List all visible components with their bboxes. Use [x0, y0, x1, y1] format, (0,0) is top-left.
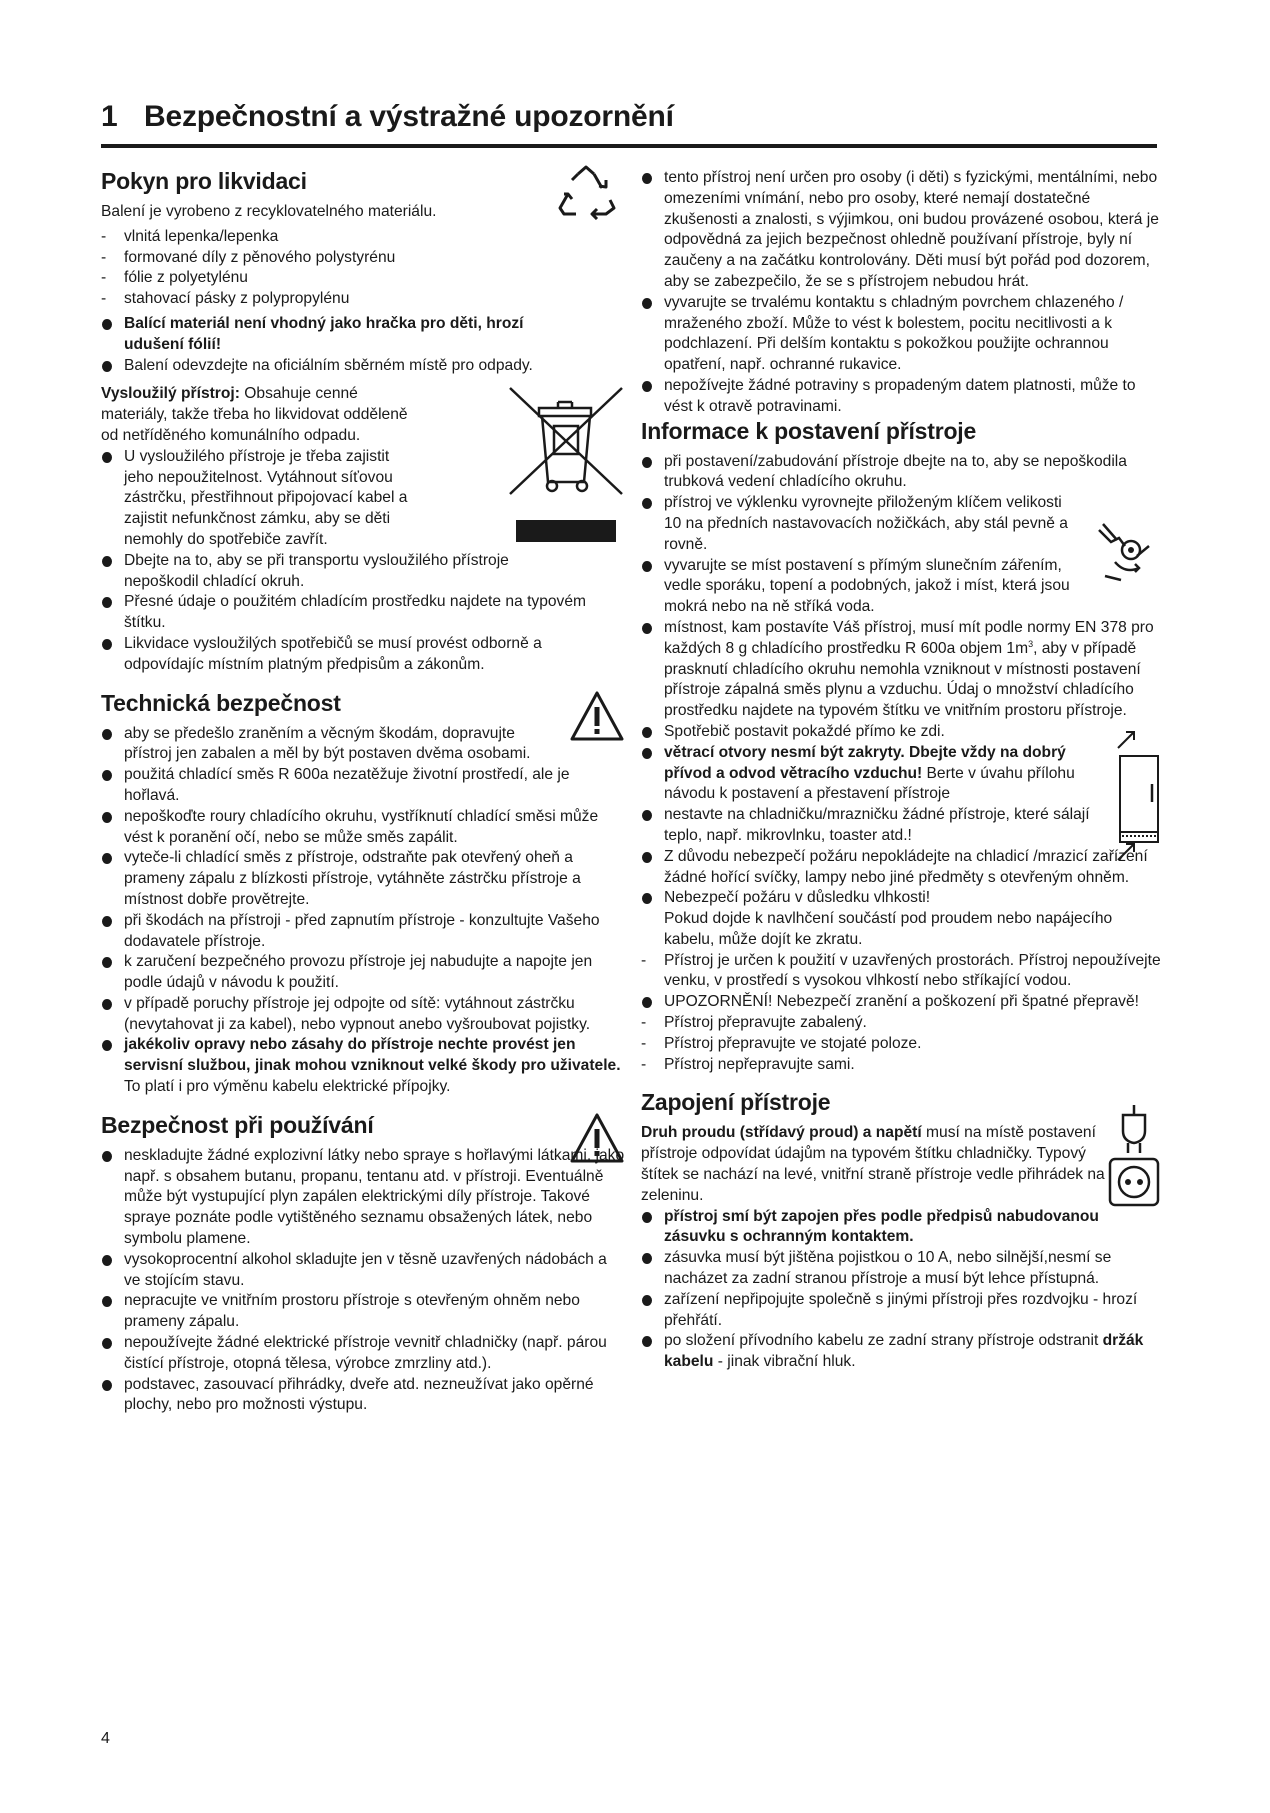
list-item: U vysloužilého přístroje je třeba zajistit jeho nepoužitelnost. Vytáhnout síťovou zástrčku, přestřihnout připojovací kabel a zajistit nefunkčnost zámku, aby se děti nemohly do spotřebiče zavřít. — [101, 447, 625, 551]
list-item: při postavení/zabudování přístroje dbejte na to, aby se nepoškodila trubková vedení chladícího okruhu. — [641, 452, 1165, 494]
list-item: vyvarujte se trvalému kontaktu s chladným povrchem chlazeného / mraženého zboží. Může to vést k bolestem, pocitu necitlivosti a k podchlazení. Při delším kontaktu s pokožkou použijte ochrannou opatření, např. ochranné rukavice. — [641, 293, 1165, 376]
right-column — [641, 168, 1165, 1373]
list-item: tento přístroj není určen pro osoby (i děti) s fyzickými, mentálními, nebo omezeními vnímání, nebo pro osoby, které nemají dostatečné zkušenosti a znalosti, s výjimkou, oni budou provázené osobou, která je odpovědná za jejich bezpečnost ohledně používaní přístroje, byly ní zaučeny a na začátku kontrolovány. Děti musí být pořád pod dozorem, aby se zabezpečilo, že se s přístrojem nebudou hrát. — [641, 168, 1165, 293]
list-item: při škodách na přístroji - před zapnutím přístroje - konzultujte Vašeho dodavatele přístroje. — [101, 911, 625, 953]
usage-heading: Bezpečnost při používání — [101, 1111, 374, 1138]
humidity-note: Pokud dojde k navlhčení součástí pod proudem nebo napájecího kabelu, může dojít ke zkratu. — [664, 910, 1113, 948]
list-item: zařízení nepřipojujte společně s jinými přístroji přes rozdvojku - hrozí přehřátí. — [641, 1290, 1165, 1332]
chapter-title: Bezpečnostní a výstražné upozornění — [144, 100, 674, 133]
technical-heading: Technická bezpečnost — [101, 689, 341, 716]
list-item: jakékoliv opravy nebo zásahy do přístroje nechte provést jen servisní službou, jinak mohou vzniknout velké škody pro uživatele. To platí i pro výměnu kabelu elektrické přípojky. — [101, 1035, 625, 1097]
indoor-list — [641, 951, 1165, 993]
placement-list — [641, 452, 1165, 910]
list-item: po složení přívodního kabelu ze zadní strany přístroje odstranit držák kabelu - jinak vibrační hluk. — [641, 1331, 1165, 1373]
old-appliance-text: Vysloužilý přístroj: Obsahuje cenné materiály, takže třeba ho likvidovat odděleně od netříděného komunálního odpadu. — [101, 385, 408, 444]
usage-list-left — [101, 1146, 625, 1416]
page-number: 4 — [101, 1730, 110, 1747]
list-item: - stahovací pásky z polypropylénu — [101, 289, 625, 310]
list-item: - formované díly z pěnového polystyrénu — [101, 248, 625, 269]
materials-list — [101, 227, 625, 310]
plug-socket-icon — [1107, 1103, 1161, 1207]
list-item: vyvarujte se míst postavení s přímým slunečním zářením, vedle sporáku, topení a podobných, jakož i míst, která jsou mokrá nebo na ně stříká voda. — [641, 556, 1165, 618]
list-item: UPOZORNĚNÍ! Nebezpečí zranění a poškození při špatné přepravě! — [641, 992, 1165, 1013]
list-item: Likvidace vysloužilých spotřebičů se musí provést odborně a odpovídajíc místním platným předpisům a zákonům. — [101, 634, 625, 676]
list-item: Z důvodu nebezpečí požáru nepokládejte na chladicí /mrazicí zařízení žádné hořící svíčky, lampy nebo jiné předměty s otevřeným ohněm. — [641, 847, 1165, 889]
fridge-ventilation-icon — [1108, 726, 1168, 866]
list-item: Nebezpečí požáru v důsledku vlhkosti! — [641, 888, 1165, 909]
list-item: Dbejte na to, aby se při transportu vysloužilého přístroje nepoškodil chladící okruh. — [101, 551, 625, 593]
list-item: použitá chladící směs R 600a nezatěžuje životní prostředí, ale je hořlavá. — [101, 765, 625, 807]
placement-section — [641, 418, 1165, 1076]
list-item: podstavec, zasouvací přihrádky, dveře atd. nezneužívat jako opěrné plochy, nebo pro možnosti výstupu. — [101, 1375, 625, 1417]
connection-section — [641, 1089, 1165, 1373]
recycle-icon — [556, 164, 618, 220]
list-item: větrací otvory nesmí být zakryty. Dbejte vždy na dobrý přívod a odvod větracího vzduchu! Berte v úvahu přílohu návodu k postavení a přestavení přístroje — [641, 743, 1165, 805]
list-item: nestavte na chladničku/mrazničku žádné přístroje, které sálají teplo, např. mikrovlnku, toaster atd.! — [641, 805, 1165, 847]
page-title — [101, 100, 1157, 148]
transport-list — [641, 1013, 1165, 1075]
list-item: - vlnitá lepenka/lepenka — [101, 227, 625, 248]
list-item: přístroj ve výklenku vyrovnejte přiloženým klíčem velikosti 10 na předních nastavovacích nožičkách, aby stál pevně a rovně. — [641, 493, 1165, 555]
list-item: - Přístroj přepravujte zabalený. — [641, 1013, 1165, 1034]
old-appliance-list — [101, 447, 625, 676]
list-item: neskladujte žádné explozivní látky nebo spraye s hořlavými látkami, jako např. s obsahem butanu, propanu, tentanu atd. v přístroji. Eventuálně může být vystupující plyn zapálen elektrickými díly přístroje. Takové spraye poznáte podle vytištěného seznamu obsažených látek, nebo symbolu plamene. — [101, 1146, 625, 1250]
list-item: - Přístroj nepřepravujte sami. — [641, 1055, 1165, 1076]
placement-heading: Informace k postavení přístroje — [641, 417, 977, 444]
packaging-notes — [101, 314, 625, 376]
list-item: v případě poruchy přístroje jej odpojte od sítě: vytáhnout zástrčku (nevytahovat ji za kabel), nebo vypnout anebo vyšroubovat pojistky. — [101, 994, 625, 1036]
technical-safety-section — [101, 690, 625, 1098]
wrench-foot-icon — [1095, 516, 1157, 586]
list-item: vysokoprocentní alkohol skladujte jen v těsně uzavřených nádobách a ve stojícím stavu. — [101, 1250, 625, 1292]
packaging-warning: Balící materiál není vhodný jako hračka pro děti, hrozí udušení fólií! — [101, 314, 625, 356]
list-item: nepracujte ve vnitřním prostoru přístroje s otevřeným ohněm nebo prameny zápalu. — [101, 1291, 625, 1333]
list-item: - Přístroj je určen k použití v uzavřených prostorách. Přístroj nepoužívejte venku, v prostředí s vysokou vlhkostí nebo stříkající vodou. — [641, 951, 1165, 993]
list-item: zásuvka musí být jištěna pojistkou o 10 A, nebo silnější,nesmí se nacházet za zadní stranou přístroje a musí být lehce přístupná. — [641, 1248, 1165, 1290]
connection-intro: Druh proudu (střídavý proud) a napětí musí na místě postavení přístroje odpovídat údajům na typovém štítku chladničky. Typový štítek se nachází na levé, vnitřní straně přístroje vedle přihrádek na zeleninu. — [641, 1124, 1105, 1204]
list-item: nepoškoďte roury chladícího okruhu, vystříknutí chladící směsi může vést k poranění očí, nebo se může směs zapálit. — [101, 807, 625, 849]
list-item: aby se předešlo zraněním a věcným škodám, dopravujte přístroj jen zabalen a měl by být postaven dvěma osobami. — [101, 724, 625, 766]
list-item: přístroj smí být zapojen přes podle předpisů nabudovanou zásuvku s ochranným kontaktem. — [641, 1207, 1165, 1249]
connection-list — [641, 1207, 1165, 1373]
list-item: místnost, kam postavíte Váš přístroj, musí mít podle normy EN 378 pro každých 8 g chladícího prostředku R 600a objem $1m^3$, aby v případě prasknutí chladícího okruhu nemohla vzniknout v místnosti postavení přístroje zápalná směs plynu a vzduchu. Údaj o množství chladícího prostředku najdete na typovém štítku ve vnitřním prostoru přístroje. — [641, 618, 1165, 722]
list-item: nepoužívejte žádné elektrické přístroje vevnitř chladničky (např. párou čistící přístroje, otopná tělesa, výrobce zmrzliny atd.). — [101, 1333, 625, 1375]
usage-list-right — [641, 168, 1165, 418]
list-item: k zaručení bezpečného provozu přístroje jej nabudujte a napojte jen podle údajů v návodu k použití. — [101, 952, 625, 994]
disposal-intro: Balení je vyrobeno z recyklovatelného materiálu. — [101, 203, 437, 220]
disposal-section — [101, 168, 625, 676]
technical-list — [101, 724, 625, 1098]
list-item: - Přístroj přepravujte ve stojaté poloze. — [641, 1034, 1165, 1055]
packaging-return: Balení odevzdejte na oficiálním sběrném místě pro odpady. — [101, 356, 625, 377]
list-item: nepožívejte žádné potraviny s propadeným datem platnosti, může to vést k otravě potravinami. — [641, 376, 1165, 418]
left-column — [101, 168, 625, 1430]
usage-safety-section — [101, 1112, 625, 1416]
transport-warning-list — [641, 992, 1165, 1013]
list-item: Přesné údaje o použitém chladícím prostředku najdete na typovém štítku. — [101, 592, 625, 634]
list-item: Spotřebič postavit pokaždé přímo ke zdi. — [641, 722, 1165, 743]
chapter-number: 1 — [101, 100, 118, 133]
connection-heading: Zapojení přístroje — [641, 1089, 831, 1116]
list-item: - fólie z polyetylénu — [101, 268, 625, 289]
disposal-heading: Pokyn pro likvidaci — [101, 168, 307, 194]
old-appliance-block — [101, 384, 625, 675]
list-item: vyteče-li chladící směs z přístroje, odstraňte pak otevřený oheň a prameny zápalu z blízkosti přístroje, vytáhněte zástrčku přístroje a místnost dobře provětrejte. — [101, 848, 625, 910]
